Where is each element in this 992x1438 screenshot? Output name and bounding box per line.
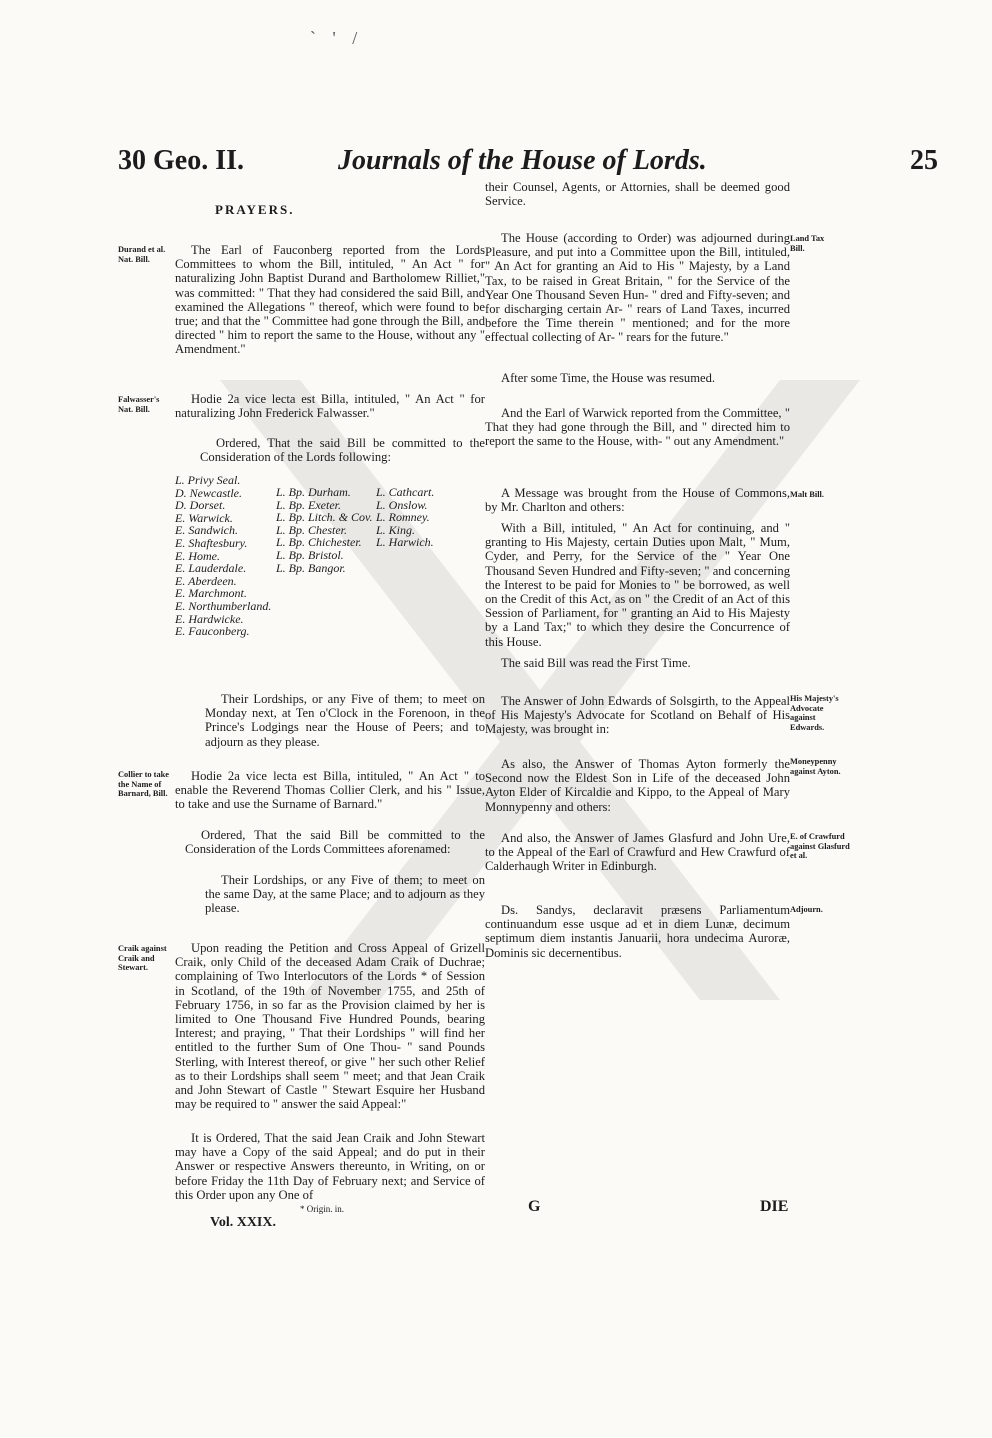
durand-report: The Earl of Fauconberg reported from the Lords Committees to whom the Bill, intituled, " An Act " for naturalizing John Baptist Durand and Bartholomew Rilliet," was committed: " That they had considered the said Bill, and examined the Allegations " thereof, which were found to be true; and that the " Committee had gone through the Bill, and directed " him to report the same to the House, without any " Amendment." bbox=[175, 243, 485, 357]
lords-list-2 bbox=[276, 486, 376, 574]
page-number: 25 bbox=[910, 145, 938, 176]
lord-entry: E. Marchmont. bbox=[175, 586, 247, 601]
lord-entry: L. Bp. Chester. bbox=[276, 522, 348, 537]
footnote: * Origin. in. bbox=[300, 1204, 344, 1214]
side-note-durand: Durand et al. Nat. Bill. bbox=[118, 245, 166, 264]
catchword: DIE bbox=[760, 1198, 789, 1215]
craik-petition: Upon reading the Petition and Cross Appeal of Grizell Craik, only Child of the deceased Adam Craik of Duchrae; complaining of Two Interlocutors of the Lords * of Session in Scotland, of the 19th of November 1755, and 25th of February 1756, in so far as the Provision claimed by her is limited to One Thousand Five Hundred Pounds, bearing Interest; and praying, " That their Lordships " will find her entitled to the further Sum of One Thou- " sand Pounds Sterling, with Interest thereof, or give " her such other Relief as to their Lordships shall seem " meet; and that Jean Craik and John Stewart of Castle " Stewart Esquire her Husband may be required to " answer the said Appeal:" bbox=[175, 941, 485, 1112]
side-note-collier: Collier to take the Name of Barnard, Bill. bbox=[118, 770, 170, 798]
lord-entry: L. King. bbox=[376, 522, 416, 537]
lord-entry: L. Bp. Bristol. bbox=[276, 547, 344, 562]
lord-entry: E. Northumberland. bbox=[175, 598, 272, 613]
lord-entry: L. Bp. Bangor. bbox=[276, 560, 346, 575]
side-note-ayton: Moneypenny against Ayton. bbox=[790, 757, 841, 776]
collier-meeting: Their Lordships, or any Five of them; to meet on the same Day, at the same Place; and to adjourn as they please. bbox=[205, 873, 485, 916]
lord-entry: L. Bp. Exeter. bbox=[276, 497, 341, 512]
header-title: Journals of the House of Lords. bbox=[338, 145, 707, 176]
adjournment: Ds. Sandys, declaravit præsens Parliamentum continuandum esse usque ad et in diem Lunæ, decimum septimum diem instantis Januarii, hora undecima Auroræ, Dominis sic decernentibus. bbox=[485, 903, 790, 960]
lord-entry: E. Shaftesbury. bbox=[175, 535, 248, 550]
side-note-craik: Craik against Craik and Stewart. bbox=[118, 944, 167, 972]
falwasser-bill: Hodie 2a vice lecta est Billa, intituled, " An Act " for naturalizing John Frederick Falwasser." bbox=[175, 392, 485, 421]
edwards-answer: The Answer of John Edwards of Solsgirth, to the Appeal of His Majesty's Advocate for Scotland on Behalf of His Majesty, was brought in: bbox=[485, 694, 790, 737]
lord-entry: L. Privy Seal. bbox=[175, 473, 241, 487]
ayton-answer: As also, the Answer of Thomas Ayton formerly the Second now the Eldest Son in Life of the deceased John Ayton Elder of Kircaldie and Kippo, to the Appeal of Mary Monnypenny and others: bbox=[485, 757, 790, 814]
page-header bbox=[118, 145, 938, 185]
lord-entry: L. Bp. Durham. bbox=[276, 485, 351, 499]
lord-entry: E. Hardwicke. bbox=[175, 611, 244, 626]
lord-entry: E. Home. bbox=[175, 548, 220, 563]
lord-entry: D. Dorset. bbox=[175, 498, 226, 513]
first-reading: The said Bill was read the First Time. bbox=[501, 656, 691, 670]
commons-message: A Message was brought from the House of Commons, by Mr. Charlton and others: bbox=[485, 486, 790, 515]
side-note-adjourn: Adjourn. bbox=[790, 905, 823, 914]
falwasser-ordered: Ordered, That the said Bill be committed to the Consideration of the Lords following: bbox=[200, 436, 485, 465]
collier-bill: Hodie 2a vice lecta est Billa, intituled, " An Act " to enable the Reverend Thomas Collier Clerk, and his " Issue, to take and use the Surname of Barnard." bbox=[175, 769, 485, 812]
lord-entry: L. Romney. bbox=[376, 510, 430, 525]
lord-entry: L. Bp. Chichester. bbox=[276, 535, 362, 550]
side-note-glasfurd: E. of Crawfurd against Glasfurd et al. bbox=[790, 832, 850, 860]
lord-entry: E. Sandwich. bbox=[175, 523, 238, 538]
lord-entry: L. Bp. Litch. & Cov. bbox=[276, 510, 373, 525]
header-left: 30 Geo. II. bbox=[118, 145, 244, 176]
lord-entry: E. Fauconberg. bbox=[175, 624, 250, 639]
prayers-heading: PRAYERS. bbox=[215, 202, 295, 217]
lord-entry: E. Lauderdale. bbox=[175, 561, 247, 576]
side-note-land-tax: Land Tax Bill. bbox=[790, 234, 825, 253]
top-marks: ` ' / bbox=[310, 28, 364, 48]
glasfurd-answer: And also, the Answer of James Glasfurd and John Ure, to the Appeal of the Earl of Crawfurd and Hew Crawfurd of Calderhaugh Writer in Edinburgh. bbox=[485, 831, 790, 874]
volume-label: Vol. XXIX. bbox=[210, 1215, 276, 1230]
lord-entry: E. Aberdeen. bbox=[175, 573, 237, 588]
lords-list-3 bbox=[376, 486, 476, 549]
house-resumed: After some Time, the House was resumed. bbox=[501, 371, 716, 385]
side-note-edwards: His Majesty's Advocate against Edwards. bbox=[790, 694, 839, 732]
malt-bill: With a Bill, intituled, " An Act for continuing, and " granting to His Majesty, certain Duties upon Malt, " Mum, Cyder, and Perry, for the Service of the " Year One Thousand Seven Hundred and Fifty-seven; " and concerning the Interest to be paid for Monies to " be borrowed, as well on the Credit of this Act, as on " the Credit of an Act of this Session of Parliament, for " granting an Aid to His Majesty by a Land Tax;" to which they desire the Concurrence of this House. bbox=[485, 521, 790, 649]
lords-list-1 bbox=[175, 474, 275, 638]
lord-entry: D. Newcastle. bbox=[175, 485, 242, 500]
signature-letter: G bbox=[528, 1198, 541, 1215]
collier-ordered: Ordered, That the said Bill be committed to the Consideration of the Lords Committees aforenamed: bbox=[185, 828, 485, 857]
service-continuation: their Counsel, Agents, or Attornies, shall be deemed good Service. bbox=[485, 180, 790, 209]
lord-entry: E. Warwick. bbox=[175, 510, 233, 525]
falwasser-meeting: Their Lordships, or any Five of them; to meet on Monday next, at Ten o'Clock in the Forenoon, in the Prince's Lodgings near the House of Peers; and to adjourn as they please. bbox=[205, 692, 485, 749]
warwick-report: And the Earl of Warwick reported from the Committee, " That they had gone through the Bill, and " directed him to report the same to the House, with- " out any Amendment." bbox=[485, 406, 790, 449]
land-tax-committee: The House (according to Order) was adjourned during Pleasure, and put into a Committee upon the Bill, intituled, " An Act for granting an Aid to His " Majesty, by a Land Tax, to be raised in Great Britain, " for the Service of the Year One Thousand Seven Hun- " dred and Fifty-seven; and for discharging certain Ar- " rears of Land Taxes, incurred before the Time therein " mentioned; and for the more effectual collecting of Ar- " rears for the future." bbox=[485, 231, 790, 345]
craik-ordered: It is Ordered, That the said Jean Craik and John Stewart may have a Copy of the said Appeal; and do put in their Answer or respective Answers thereunto, in Writing, on or before Friday the 11th Day of February next; and Service of this Order upon any One of bbox=[175, 1131, 485, 1202]
lord-entry: L. Cathcart. bbox=[376, 485, 435, 499]
side-note-falwasser: Falwasser's Nat. Bill. bbox=[118, 395, 160, 414]
lord-entry: L. Onslow. bbox=[376, 497, 428, 512]
side-note-malt: Malt Bill. bbox=[790, 490, 824, 499]
lord-entry: L. Harwich. bbox=[376, 535, 434, 550]
